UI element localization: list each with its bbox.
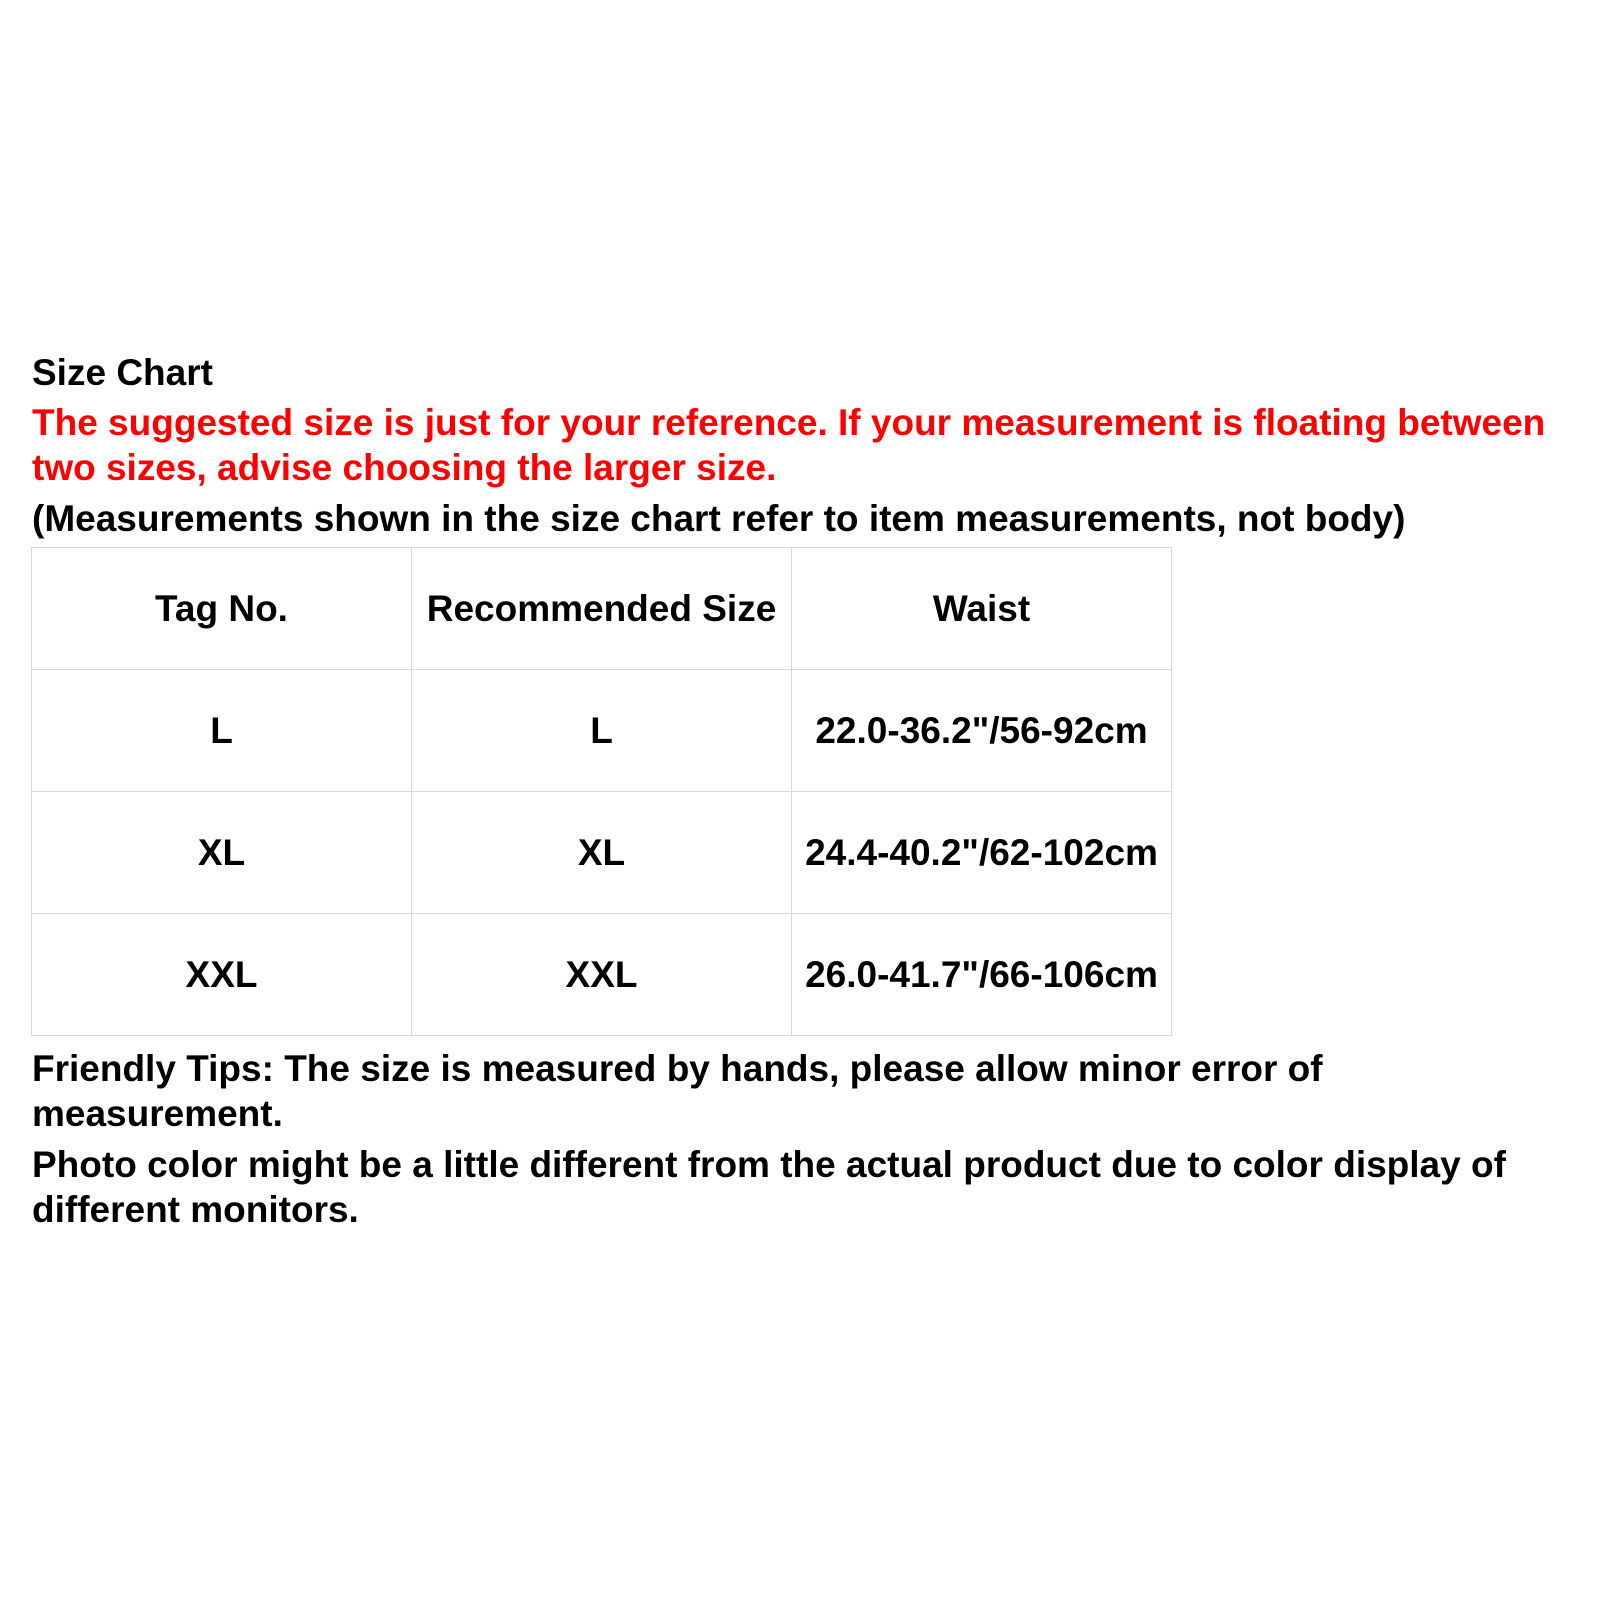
- color-disclaimer: Photo color might be a little different from the actual product due to color display of different monitors.: [32, 1144, 1506, 1230]
- cell-tag-no: XL: [32, 792, 412, 914]
- cell-waist: 26.0-41.7"/66-106cm: [792, 914, 1172, 1036]
- cell-tag-no: XXL: [32, 914, 412, 1036]
- header-recommended-size: Recommended Size: [412, 548, 792, 670]
- table-row: [32, 670, 1172, 792]
- size-notice: The suggested size is just for your reference. If your measurement is floating between two sizes, advise choosing the larger size.: [32, 402, 1546, 488]
- friendly-tip: Friendly Tips: The size is measured by hands, please allow minor error of measurement.: [32, 1048, 1323, 1134]
- page-title: Size Chart: [32, 352, 213, 393]
- cell-tag-no: L: [32, 670, 412, 792]
- measurement-note: (Measurements shown in the size chart refer to item measurements, not body): [32, 498, 1406, 539]
- header-tag-no: Tag No.: [32, 548, 412, 670]
- footer-tips: [32, 1046, 1577, 1232]
- cell-recommended-size: XL: [412, 792, 792, 914]
- table-row: [32, 914, 1172, 1036]
- cell-waist: 22.0-36.2"/56-92cm: [792, 670, 1172, 792]
- cell-recommended-size: L: [412, 670, 792, 792]
- header-waist: Waist: [792, 548, 1172, 670]
- size-table: [31, 547, 1172, 1036]
- table-row: [32, 792, 1172, 914]
- size-chart-document: [32, 352, 1577, 1238]
- table-header-row: [32, 548, 1172, 670]
- cell-waist: 24.4-40.2"/62-102cm: [792, 792, 1172, 914]
- cell-recommended-size: XXL: [412, 914, 792, 1036]
